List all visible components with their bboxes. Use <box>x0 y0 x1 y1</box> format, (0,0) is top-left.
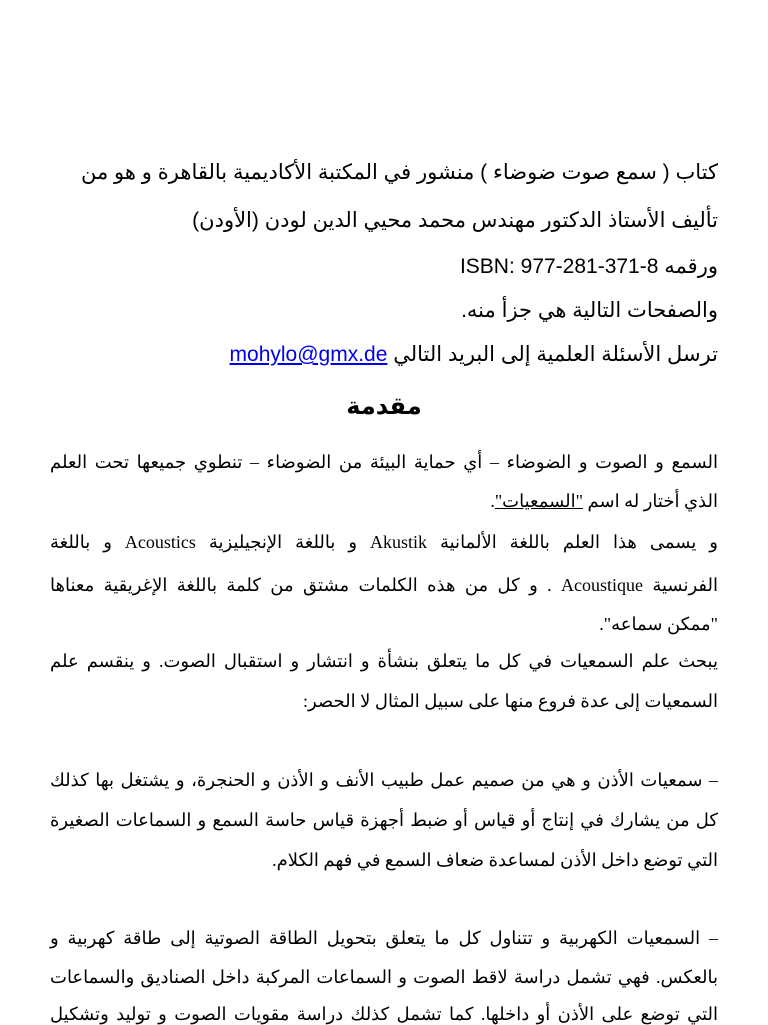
contact-line <box>50 342 718 367</box>
paragraph-1-text: الذي أختار له اسم <box>587 491 718 511</box>
isbn-prefix: ورقمه <box>664 255 718 278</box>
section-title: مقدمة <box>346 393 422 420</box>
paragraph-3-line-1: يبحث علم السمعيات في كل ما يتعلق بنشأة و انتشار و استقبال الصوت. و ينقسم علم <box>50 651 718 671</box>
header-line-2: تأليف الأستاذ الدكتور مهندس محمد محيي الدين لودن (الأودن) <box>192 209 718 232</box>
paragraph-5-line-3: التي توضع على الأذن أو داخلها. كما تشمل كذلك دراسة مقويات الصوت و توليد وتشكيل <box>50 1004 718 1024</box>
paragraph-1-line-2 <box>50 491 718 512</box>
acoustics-term: "السمعيات" <box>494 491 584 511</box>
isbn-number: ISBN: 977-281-371-8 <box>459 255 659 278</box>
paragraph-2-line-3: "ممكن سماعه". <box>599 614 718 634</box>
header-line-1: كتاب ( سمع صوت ضوضاء ) منشور في المكتبة الأكاديمية بالقاهرة و هو من <box>80 161 718 184</box>
paragraph-2-line-1: و يسمى هذا العلم باللغة الألمانية Akustik و باللغة الإنجيليزية Acoustics و باللغة <box>50 532 718 552</box>
paragraph-5-line-1: – السمعيات الكهربية و تتناول كل ما يتعلق بتحويل الطاقة الصوتية إلى طاقة كهربية و <box>50 928 718 948</box>
isbn-line <box>50 254 718 279</box>
paragraph-4-line-3: التي توضع داخل الأذن لمساعدة ضعاف السمع في فهم الكلام. <box>272 850 718 870</box>
paragraph-5-line-2: بالعكس. فهي تشمل دراسة لاقط الصوت و السماعات المركبة داخل الصناديق والسماعات <box>50 967 718 987</box>
header-line-4: والصفحات التالية هي جزأ منه. <box>461 299 718 322</box>
paragraph-4-line-1: – سمعيات الأذن و هي من صميم عمل طبيب الأنف و الأذن و الحنجرة، و يشتغل بها كذلك <box>50 770 718 790</box>
paragraph-1-line-1: السمع و الصوت و الضوضاء – أي حماية البيئة من الضوضاء – تنطوي جميعها تحت العلم <box>50 452 718 472</box>
paragraph-1-end: . <box>490 491 495 511</box>
paragraph-3-line-2: السمعيات إلى عدة فروع منها على سبيل المثال لا الحصر: <box>302 691 718 711</box>
contact-text: ترسل الأسئلة العلمية إلى البريد التالي <box>393 343 718 366</box>
email-link[interactable]: mohylo@gmx.de <box>229 343 388 366</box>
paragraph-2-line-2: الفرنسية Acoustique . و كل من هذه الكلمات مشتق من كلمة باللغة الإغريقية معناها <box>50 575 718 595</box>
paragraph-4-line-2: كل من يشارك في إنتاج أو قياس أو ضبط أجهزة قياس حاسة السمع و السماعات الصغيرة <box>50 810 718 830</box>
